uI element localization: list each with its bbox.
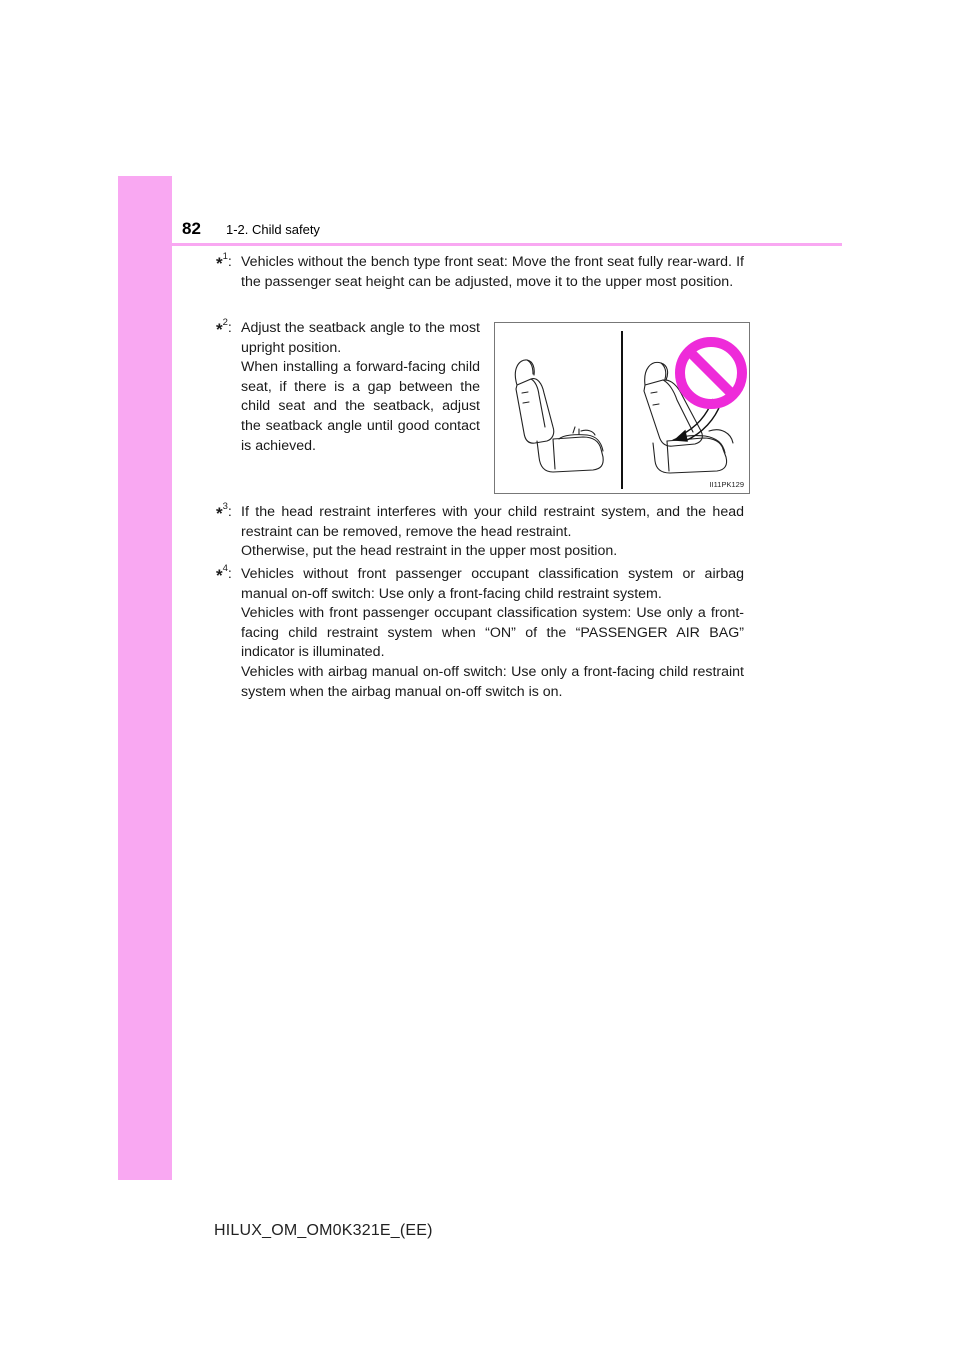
footnote-1 bbox=[216, 253, 744, 292]
seatback-angle-illustration bbox=[494, 322, 750, 494]
figure-code: II11PK129 bbox=[709, 480, 744, 489]
correct-seat-upright-icon bbox=[515, 360, 603, 472]
footnote-text: Vehicles with airbag manual on-off switch: Use only a front-facing child restraint system when the airbag manual on-off switch is on. bbox=[241, 663, 744, 700]
footnote-marker: *$^2$: bbox=[216, 317, 232, 339]
footnote-text: When installing a forward-facing child seat, if there is a gap between the child seat and the seatback, adjust the seatback angle until good contact is achieved. bbox=[241, 359, 480, 454]
header-divider bbox=[118, 243, 842, 246]
footnote-2 bbox=[216, 319, 480, 456]
document-id: HILUX_OM_OM0K321E_(EE) bbox=[214, 1222, 433, 1239]
footnote-text: Vehicles with front passenger occupant classification system: Use only a front-facing child restraint system when “ON” of the “PASSENGER AIR BAG” indicator is illuminated. bbox=[241, 605, 744, 661]
footnote-text: Otherwise, put the head restraint in the upper most position. bbox=[241, 543, 618, 560]
prohibited-sign-icon bbox=[680, 342, 742, 404]
section-title: 1-2. Child safety bbox=[226, 222, 320, 237]
seat-illustration-svg bbox=[495, 323, 751, 495]
page-number: 82 bbox=[182, 219, 201, 238]
footnote-text: Vehicles without the bench type front seat: Move the front seat fully rear-ward. If the passenger seat height can be adjusted, move it to the upper most position. bbox=[241, 254, 744, 290]
footnote-marker: *$^4$: bbox=[216, 563, 232, 585]
footnote-marker: *$^1$: bbox=[216, 251, 232, 273]
footnote-marker: *$^3$: bbox=[216, 501, 232, 523]
footnote-text: Vehicles without front passenger occupant classification system or airbag manual on-off switch: Use only a front-facing child restraint system. bbox=[241, 566, 744, 602]
footnote-text: Adjust the seatback angle to the most upright position. bbox=[241, 320, 480, 356]
footnote-text: If the head restraint interferes with your child restraint system, and the head restraint can be removed, remove the head restraint. bbox=[241, 504, 744, 540]
footnote-3 bbox=[216, 503, 744, 562]
footnote-4 bbox=[216, 565, 744, 702]
chapter-sidebar bbox=[118, 176, 172, 1180]
